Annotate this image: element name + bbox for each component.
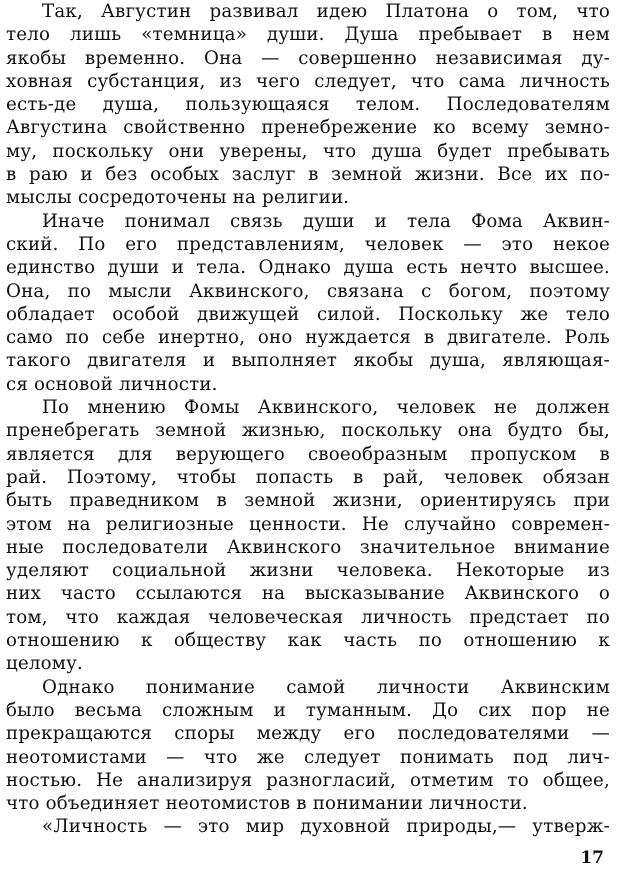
text-line: отношению к обществу как часть по отношению к	[6, 630, 610, 652]
text-line: них часто ссылаются на высказывание Аквинского о	[6, 583, 610, 605]
text-line: тело лишь «темница» души. Душа пребывает в нем	[6, 24, 610, 46]
text-line: рай. Поэтому, чтобы попасть в рай, человек обязан	[6, 466, 610, 488]
text-line: такого двигателя и выполняет якобы душа, являющая-	[6, 350, 610, 372]
text-line: пренебрегать земной жизнью, поскольку она будто бы,	[6, 420, 610, 442]
text-line: единство души и тела. Однако душа есть нечто высшее.	[6, 257, 610, 279]
text-line: было весьма сложным и туманным. До сих пор не	[6, 699, 610, 721]
text-line: По мнению Фомы Аквинского, человек не должен	[42, 397, 610, 419]
text-line: ные последователи Аквинского значительное внимание	[6, 536, 610, 558]
text-line: есть-де душа, пользующаяся телом. Последователям	[6, 94, 610, 116]
text-line: неотомистами — что же следует понимать под лич-	[6, 746, 610, 768]
text-line: целому.	[6, 653, 83, 675]
text-line: Иначе понимал связь души и тела Фома Аквин-	[42, 210, 610, 232]
text-line: «Личность — это мир духовной природы,— утверж-	[42, 816, 610, 838]
text-line: ностью. Не анализируя разногласий, отметим то общее,	[6, 769, 610, 791]
text-line: Она, по мысли Аквинского, связана с богом, поэтому	[6, 280, 610, 302]
text-line: Так, Августин развивал идею Платона о том, что	[42, 1, 610, 22]
text-line: Августина свойственно пренебрежение ко всему земно-	[6, 117, 610, 139]
text-line: якобы временно. Она — совершенно независимая ду-	[6, 47, 610, 69]
page-number: 17	[580, 848, 604, 868]
text-line: быть праведником в земной жизни, ориентируясь при	[6, 490, 610, 512]
text-line: прекращаются споры между его последователями —	[6, 723, 610, 745]
text-line: ховная субстанция, из чего следует, что сама личность	[6, 70, 610, 92]
text-line: Однако понимание самой личности Аквинским	[42, 676, 610, 698]
text-line: уделяют социальной жизни человека. Некоторые из	[6, 560, 610, 582]
text-line: само по себе инертно, оно нуждается в двигателе. Роль	[6, 327, 610, 349]
text-line: является для верующего своеобразным пропуском в	[6, 443, 610, 465]
text-line: этом на религиозные ценности. Не случайно современ-	[6, 513, 610, 535]
text-line: в раю и без особых заслуг в земной жизни. Все их по-	[6, 164, 610, 186]
text-line: ся основой личности.	[6, 373, 218, 395]
text-line: обладает особой движущей силой. Поскольку же тело	[6, 303, 610, 325]
body-text	[6, 0, 610, 839]
text-line: том, что каждая человеческая личность предстает по	[6, 606, 610, 628]
text-line: ский. По его представлениям, человек — это некое	[6, 233, 610, 255]
text-line: что объединяет неотомистов в понимании личности.	[6, 793, 528, 815]
text-line: му, поскольку они уверены, что душа будет пребывать	[6, 140, 610, 162]
text-line: мыслы сосредоточены на религии.	[6, 187, 350, 209]
